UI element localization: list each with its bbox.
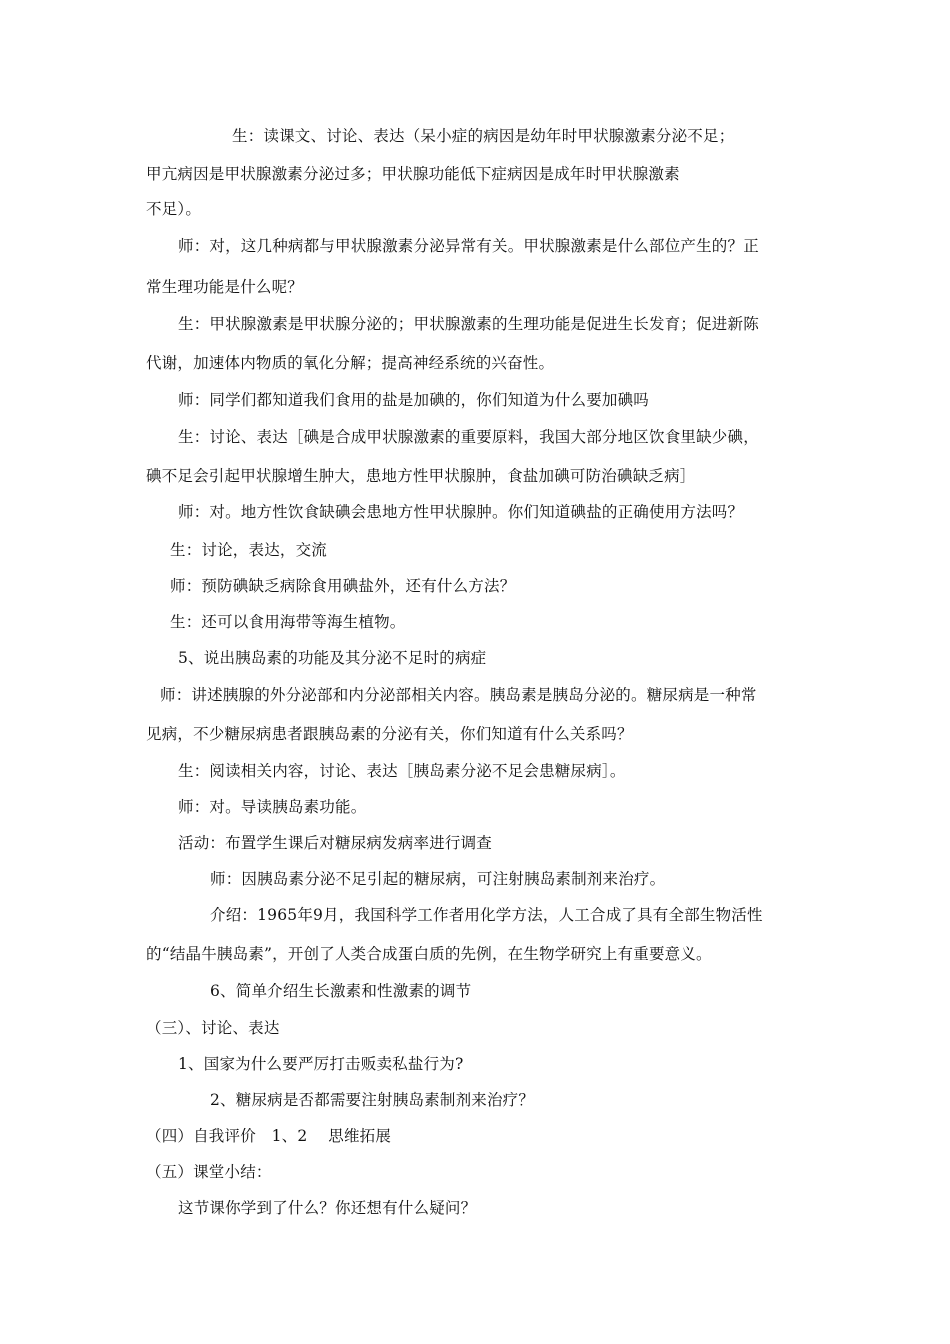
text-line: 师：对，这几种病都与甲状腺激素分泌异常有关。甲状腺激素是什么部位产生的？正 bbox=[178, 237, 759, 255]
text-line: 2、糖尿病是否都需要注射胰岛素制剂来治疗？ bbox=[210, 1091, 535, 1109]
text-line: 代谢，加速体内物质的氧化分解；提高神经系统的兴奋性。 bbox=[146, 354, 555, 372]
text-line: 生：读课文、讨论、表达（呆小症的病因是幼年时甲状腺激素分泌不足； bbox=[232, 127, 735, 145]
text-line: 碘不足会引起甲状腺增生肿大，患地方性甲状腺肿，食盐加碘可防治碘缺乏病］ bbox=[146, 467, 696, 485]
text-line: 常生理功能是什么呢？ bbox=[146, 278, 304, 296]
text-line: 6、简单介绍生长激素和性激素的调节 bbox=[210, 982, 472, 1000]
text-line: 师：对。地方性饮食缺碘会患地方性甲状腺肿。你们知道碘盐的正确使用方法吗？ bbox=[178, 503, 744, 521]
text-line: 师：同学们都知道我们食用的盐是加碘的，你们知道为什么要加碘吗 bbox=[178, 391, 650, 409]
text-line: 的“结晶牛胰岛素”，开创了人类合成蛋白质的先例，在生物学研究上有重要意义。 bbox=[146, 945, 712, 963]
text-line: 1、国家为什么要严厉打击贩卖私盐行为? bbox=[178, 1055, 464, 1073]
text-line: 这节课你学到了什么？你还想有什么疑问？ bbox=[178, 1199, 477, 1217]
text-line: 见病，不少糖尿病患者跟胰岛素的分泌有关，你们知道有什么关系吗？ bbox=[146, 725, 633, 743]
text-line: 5、说出胰岛素的功能及其分泌不足时的病症 bbox=[178, 649, 487, 667]
text-line: 生：甲状腺激素是甲状腺分泌的；甲状腺激素的生理功能是促进生长发育；促进新陈 bbox=[178, 315, 759, 333]
text-line: 师：预防碘缺乏病除食用碘盐外，还有什么方法？ bbox=[170, 577, 516, 595]
text-line: 生：讨论，表达，交流 bbox=[170, 541, 328, 559]
text-line: 师：对。导读胰岛素功能。 bbox=[178, 798, 367, 816]
text-line: 师：因胰岛素分泌不足引起的糖尿病，可注射胰岛素制剂来治疗。 bbox=[210, 870, 666, 888]
text-line: 生：阅读相关内容，讨论、表达［胰岛素分泌不足会患糖尿病］。 bbox=[178, 762, 626, 780]
text-line: （三）、讨论、表达 bbox=[146, 1019, 280, 1037]
text-line: （五）课堂小结： bbox=[146, 1163, 272, 1181]
text-line: 生：还可以食用海带等海生植物。 bbox=[170, 613, 406, 631]
text-line: 师：讲述胰腺的外分泌部和内分泌部相关内容。胰岛素是胰岛分泌的。糖尿病是一种常 bbox=[160, 686, 757, 704]
text-line: 甲亢病因是甲状腺激素分泌过多；甲状腺功能低下症病因是成年时甲状腺激素 bbox=[146, 165, 680, 183]
text-line: 生：讨论、表达［碘是合成甲状腺激素的重要原料，我国大部分地区饮食里缺少碘， bbox=[178, 428, 759, 446]
text-line: （四）自我评价 1、2 思维拓展 bbox=[146, 1127, 392, 1145]
text-line: 不足）。 bbox=[146, 200, 202, 218]
text-line: 介绍：1965年9月，我国科学工作者用化学方法，人工合成了具有全部生物活性 bbox=[210, 906, 763, 924]
text-line: 活动：布置学生课后对糖尿病发病率进行调查 bbox=[178, 834, 493, 852]
